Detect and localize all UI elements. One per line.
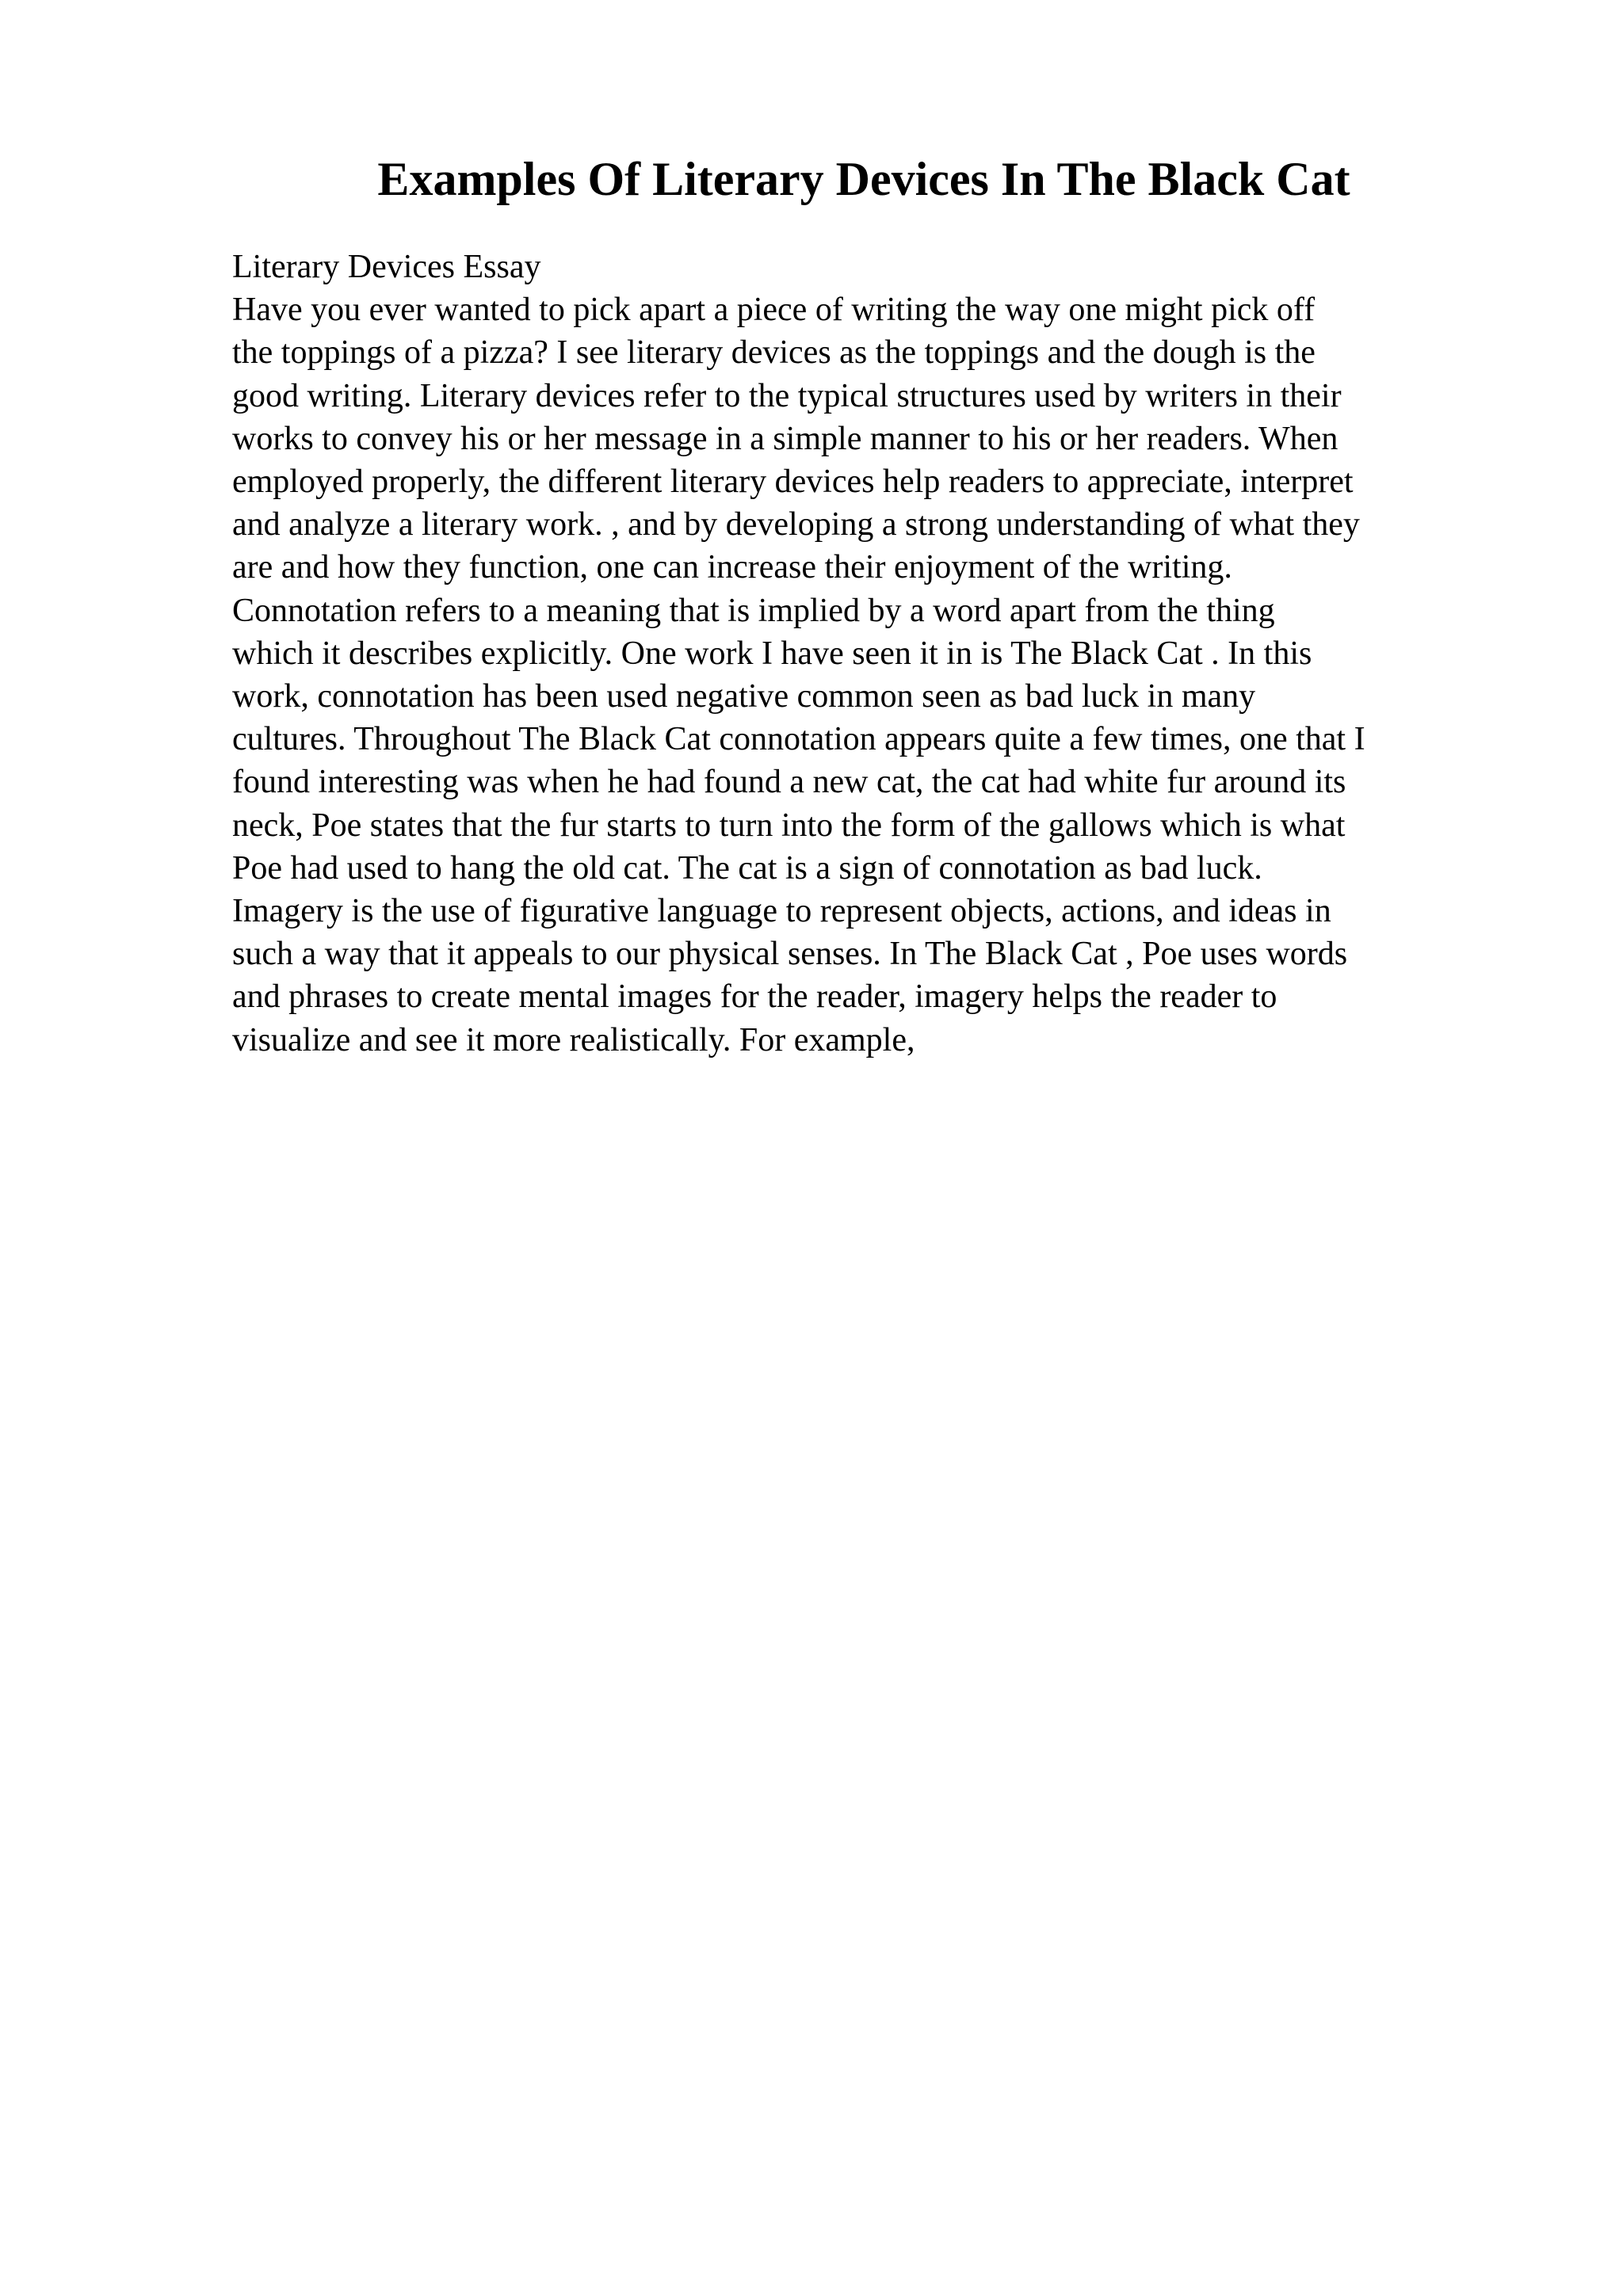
essay-line: the toppings of a pizza? I see literary devices as the toppings and the dough is the: [232, 334, 1316, 372]
essay-line: which it describes explicitly. One work I have seen it in is The Black Cat . In this: [232, 635, 1312, 672]
essay-line: Have you ever wanted to pick apart a piece of writing the way one might pick off: [232, 292, 1316, 329]
essay-line: found interesting was when he had found a new cat, the cat had white fur around its: [232, 764, 1346, 801]
essay-line: cultures. Throughout The Black Cat connotation appears quite a few times, one that I: [232, 721, 1365, 758]
document-title: Examples Of Literary Devices In The Black Cat: [377, 153, 1350, 205]
essay-line: Imagery is the use of figurative language to represent objects, actions, and ideas in: [232, 893, 1331, 930]
essay-line: neck, Poe states that the fur starts to turn into the form of the gallows which is what: [232, 807, 1346, 844]
essay-line: good writing. Literary devices refer to the typical structures used by writers in their: [232, 377, 1342, 414]
essay-line: employed properly, the different literary devices help readers to appreciate, interpret: [232, 463, 1354, 501]
essay-line: Poe had used to hang the old cat. The cat is a sign of connotation as bad luck.: [232, 849, 1262, 887]
essay-line: Connotation refers to a meaning that is implied by a word apart from the thing: [232, 592, 1275, 629]
essay-line: and analyze a literary work. , and by developing a strong understanding of what they: [232, 506, 1360, 543]
essay-body: [232, 246, 1595, 1062]
essay-line: such a way that it appeals to our physical senses. In The Black Cat , Poe uses words: [232, 936, 1348, 973]
essay-line: are and how they function, one can increase their enjoyment of the writing.: [232, 549, 1232, 586]
essay-line: visualize and see it more realistically. For example,: [232, 1021, 915, 1058]
essay-heading: Literary Devices Essay: [232, 249, 541, 285]
essay-line: and phrases to create mental images for the reader, imagery helps the reader to: [232, 978, 1277, 1016]
essay-line: works to convey his or her message in a simple manner to his or her readers. When: [232, 420, 1338, 457]
essay-line: work, connotation has been used negative common seen as bad luck in many: [232, 678, 1256, 715]
